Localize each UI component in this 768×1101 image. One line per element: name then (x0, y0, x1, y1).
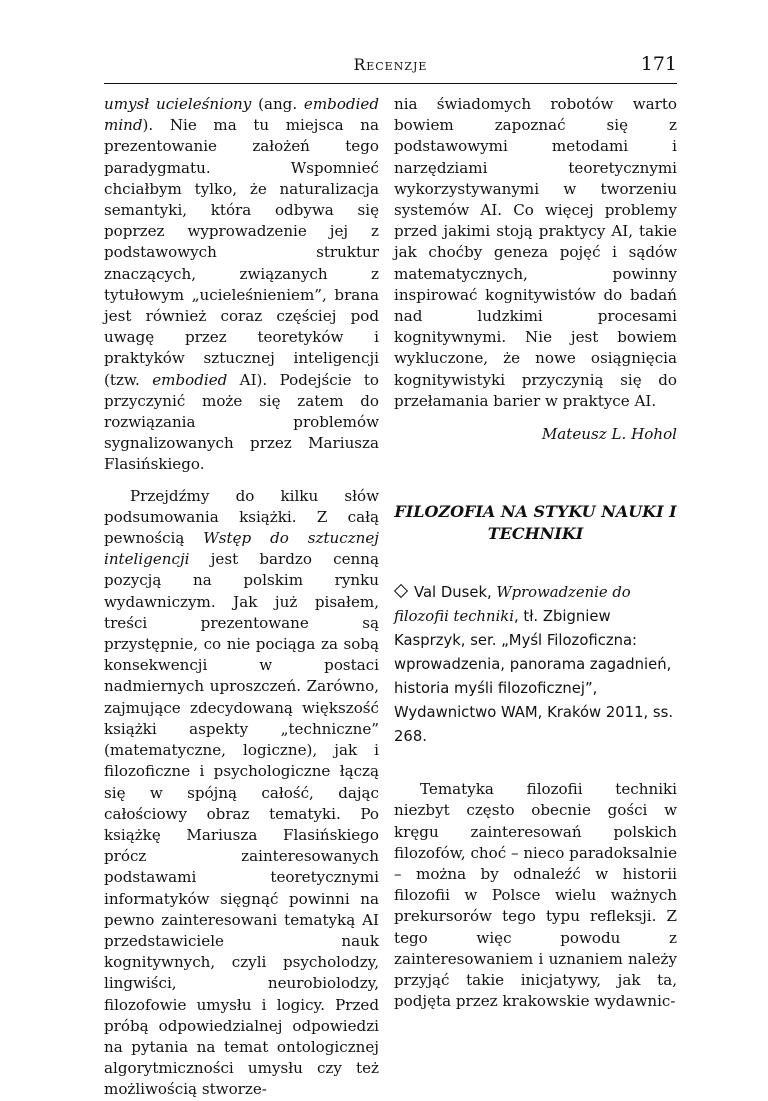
emphasis: embodied mind (104, 95, 379, 135)
text: ). Nie ma tu miejsca na prezentowanie założeń tego paradygmatu. Wspomnieć chciałbym tylko, że naturalizacja semantyki, która odbywa się poprzez wyprowadzenie jej z podstawowych struktur znaczących, związanych z tytułowym „ucieleśnieniem”, brana jest również coraz częściej pod uwagę przez teoretyków i praktyków sztucznej inteligencji (tzw. (104, 116, 379, 389)
paragraph-review-start: Tematyka filozofii techniki niezbyt często obecnie gości w kręgu zainteresowań polskich filozofów, choć – nieco paradoksalnie – można by odnaleźć w historii filozofii w Polsce wielu ważnych prekursorów tego typu refleksji. Z tego więc powodu z zainteresowaniem i uznaniem należy przyjąć takie inicjatywy, jak ta, podjęta przez krakowskie wydawnic- (394, 780, 677, 1011)
header-rule (104, 83, 677, 84)
paragraph-continuation: nia świadomych robotów warto bowiem zapoznać się z podstawowymi metodami i narzędziami teoretycznymi wykorzystywanymi w tworzeniu systemów AI. Co więcej problemy przed jakimi stoją praktycy AI, takie jak choćby geneza pojęć i sądów matematycznych, powinny inspirować kognitywistów do badań nad ludzkimi procesami kognitywnymi. Nie jest bowiem wykluczone, że nowe osiągnięcia kognitywistyki przyczynią się do przełamania barier w praktyce AI. (394, 95, 677, 410)
emphasis: embodied (152, 370, 228, 389)
page-number: 171 (640, 53, 677, 75)
page-header (104, 53, 677, 78)
paragraph-embodied-mind (104, 94, 379, 476)
text: Przejdźmy do kilku słów podsumowania książki. Z całą pewnością (104, 486, 379, 548)
right-column (394, 94, 677, 1012)
section-title: FILOZOFIA NA STYKU NAUKI I TECHNIKI (394, 502, 677, 544)
text: (ang. (251, 95, 304, 113)
book-title: Wprowadzenie do filozofii techniki (394, 584, 631, 626)
book-title: Wstęp do sztucznej inteligencji (104, 529, 379, 569)
left-column (104, 94, 379, 1101)
emphasis: umysł ucieleśniony (104, 95, 252, 113)
paragraph-summary (104, 486, 379, 1101)
running-head: Recenzje (353, 56, 428, 74)
bibliographic-entry (394, 581, 677, 749)
text: Val Dusek, (414, 584, 497, 602)
text: , tł. Zbigniew Kasprzyk, ser. „Myśl Filozoficzna: wprowadzenia, panorama zagadnień, historia myśli filozoficznej”, Wydawnictwo WAM, Kraków 2011, ss. 268. (394, 608, 674, 746)
review-author: Mateusz L. Hohol (541, 425, 677, 444)
text: AI). Podejście to przyczynić może się zatem do rozwiązania problemów sygnalizowanych przez Mariusza Flasińskiego. (104, 370, 379, 474)
diamond-icon (394, 584, 408, 598)
text: jest bardzo cenną pozycją na polskim rynku wydawniczym. Jak już pisałem, treści prezentowane są przystępnie, co nie pociąga za sobą konsekwencji w postaci nadmiernych uproszczeń. Zarówno, zajmujące zdecydowaną większość książki aspekty „techniczne” (matematyczne, logiczne), jak i filozoficzne i psychologiczne łączą się w spójną całość, dając całościowy obraz tematyki. Po książkę Mariusza Flasińskiego prócz zainteresowanych podstawami teoretycznymi informatyków sięgnąć powinni na pewno zainteresowani tematyką AI przedstawiciele nauk kognitywnych, czyli psycholodzy, lingwiści, neurobiolodzy, filozofowie umysłu i logicy. Przed próbą odpowiedzialnej odpowiedzi na pytania na temat ontologicznej algorytmiczności umysłu czy też możliwością stworze- (104, 550, 379, 1099)
